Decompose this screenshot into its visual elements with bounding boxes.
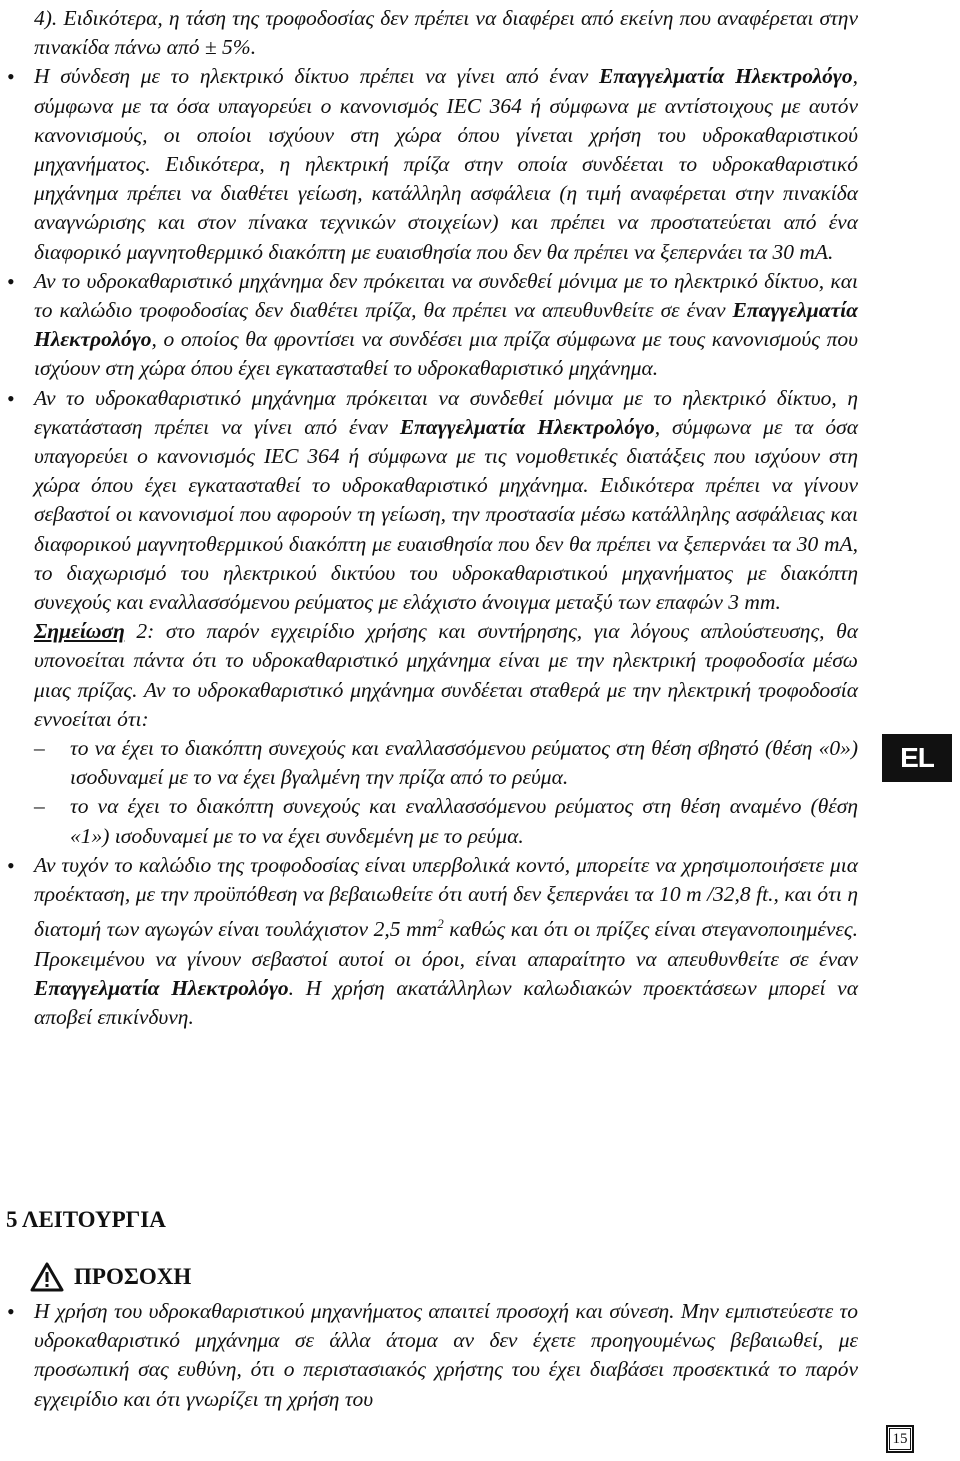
note-label: Σημείωση bbox=[34, 619, 125, 644]
text-run: . Η χρήση ακατάλληλων καλωδιακών προεκτάσεων μπορεί να αποβεί επικίνδυνη. bbox=[34, 975, 858, 1030]
emphasis-text: Επαγγελματία Ηλεκτρολόγο bbox=[34, 975, 289, 1000]
text-run: καθώς και ότι οι πρίζες είναι στεγανοποιημένες. Προκειμένου να γίνουν σεβαστοί αυτοί οι όροι, είναι απαραίτητο να απευθυνθείτε σε έναν bbox=[34, 917, 858, 971]
section-heading: 5 ΛΕΙΤΟΥΡΓΙΑ bbox=[6, 1207, 166, 1232]
text-run: Αν τυχόν το καλώδιο της τροφοδοσίας είναι υπερβολικά κοντό, μπορείτε να χρησιμοποιήσετε μια προέκταση, με την προϋπόθεση να βεβαιωθείτε ότι αυτή δεν ξεπερνάει τα 10 m /32,8 ft., και ότι η διατομή των αγωγών είναι τουλάχιστον 2,5 mm bbox=[34, 852, 858, 942]
warning-triangle-icon bbox=[30, 1262, 64, 1292]
text-run: 4). Ειδικότερα, η τάση της τροφοδοσίας δεν πρέπει να διαφέρει από εκείνη που αναφέρεται στην πινακίδα πάνω από ± 5%. bbox=[34, 6, 858, 60]
text-run: 2 bbox=[437, 916, 444, 932]
text-run: το να έχει το διακόπτη συνεχούς και εναλλασσόμενου ρεύματος στη θέση σβηστό (θέση «0») ισοδυναμεί με το να έχει βγαλμένη την πρίζα από το ρεύμα. bbox=[70, 736, 858, 790]
warning-heading bbox=[30, 1262, 191, 1292]
text-run: το να έχει το διακόπτη συνεχούς και εναλλασσόμενου ρεύματος στη θέση αναμένο (θέση «1») ισοδυναμεί με το να έχει συνδεμένη με το ρεύμα. bbox=[70, 794, 858, 848]
body-text-top bbox=[34, 4, 858, 1032]
language-tab: EL bbox=[882, 734, 952, 782]
bullet-paragraph bbox=[34, 384, 858, 618]
dash-item bbox=[34, 792, 858, 850]
text-run: Αν το υδροκαθαριστικό μηχάνημα δεν πρόκειται να συνδεθεί μόνιμα με το ηλεκτρικό δίκτυο, και το καλώδιο τροφοδοσίας δεν διαθέτει πρίζα, θα πρέπει να απευθυνθείτε σε έναν bbox=[34, 268, 858, 323]
text-run: , σύμφωνα με τα όσα υπαγορεύει ο κανονισμός IEC 364 ή σύμφωνα με τις νομοθετικές διατάξεις που ισχύουν στη χώρα όπου έχει εγκατασταθεί το υδροκαθαριστικό μηχάνημα. Ειδικότερα πρέπει να γίνουν σεβαστοί οι κανονισμοί που αφορούν τη γείωση, την προστασία μέσω κατάλληλης ασφάλειας και διαφορικού μαγνητοθερμικού διακόπτη με ευαισθησία που δεν θα πρέπει να ξεπερνάει τα 30 mA, το διαχωρισμό του ηλεκτρικού δικτύου του υδροκαθαριστικού μηχανήματος με διακόπτη συνεχούς και εναλλασσόμενου ρεύματος με ελάχιστο άνοιγμα μεταξύ των επαφών 3 mm. bbox=[34, 414, 858, 615]
emphasis-text: Επαγγελματία Ηλεκτρολόγο bbox=[399, 414, 655, 439]
bullet-paragraph bbox=[34, 62, 858, 266]
text-run: Η χρήση του υδροκαθαριστικού μηχανήματος απαιτεί προσοχή και σύνεση. Μην εμπιστεύεστε το υδροκαθαριστικό μηχάνημα σε άλλα άτομα αν δεν έχετε προηγουμένως βεβαιωθεί, με προσωπική σας ευθύνη, ότι ο περιστασιακός χρήστης του έχει διαβάσει προσεκτικά το παρόν εγχειρίδιο και ότι γνωρίζει τη χρήση του bbox=[34, 1299, 858, 1411]
page-number: 15 bbox=[889, 1428, 911, 1450]
text-run: , ο οποίος θα φροντίσει να συνδέσει μια πρίζα σύμφωνα με τους κανονισμούς που ισχύουν στη χώρα όπου έχει εγκατασταθεί το υδροκαθαριστικό μηχάνημα. bbox=[34, 327, 858, 381]
text-run: Αν το υδροκαθαριστικό μηχάνημα πρόκειται να συνδεθεί μόνιμα με το ηλεκτρικό δίκτυο, η εγκατάσταση πρέπει να γίνει από έναν bbox=[34, 385, 858, 439]
dash-item bbox=[34, 734, 858, 792]
emphasis-text: Επαγγελματία Ηλεκτρολόγο bbox=[34, 298, 858, 352]
emphasis-text: Επαγγελματία Ηλεκτρολόγο bbox=[598, 64, 853, 89]
paragraph bbox=[34, 4, 858, 62]
note-paragraph bbox=[34, 617, 858, 734]
body-text-bottom bbox=[34, 1293, 858, 1435]
text-run: 2: στο παρόν εγχειρίδιο χρήσης και συντήρησης, για λόγους απλούστευσης, θα υπονοείται πάντα ότι το υδροκαθαριστικό μηχάνημα είναι με την ηλεκτρική τροφοδοσία μέσω μιας πρίζας. Αν το υδροκαθαριστικό μηχάνημα συνδέεται σταθερά με την ηλεκτρική τροφοδοσία εννοείται ότι: bbox=[34, 619, 858, 731]
warning-label: ΠΡΟΣΟΧΗ bbox=[74, 1264, 192, 1289]
page-number-box bbox=[886, 1425, 914, 1453]
bullet-paragraph bbox=[34, 1297, 858, 1414]
text-run: , σύμφωνα με τα όσα υπαγορεύει ο κανονισμός IEC 364 ή σύμφωνα με αντίστοιχους με αυτόν κανονισμούς, οι οποίοι ισχύουν στη χώρα όπου γίνεται χρήση του υδροκαθαριστικού μηχανήματος. Ειδικότερα, η ηλεκτρική πρίζα στην οποία συνδέεται το υδροκαθαριστικό μηχάνημα πρέπει να διαθέτει γείωση, κατάλληλη ασφάλεια (η τιμή αναφέρεται στην πινακίδα αναγνώρισης και στον πίνακα τεχνικών στοιχείων) και πρέπει να προστατεύεται από ένα διαφορικό μαγνητοθερμικό διακόπτη με ευαισθησία που δεν θα πρέπει να ξεπερνάει τα 30 mA. bbox=[34, 64, 858, 264]
text-run: Η σύνδεση με το ηλεκτρικό δίκτυο πρέπει να γίνει από έναν bbox=[34, 64, 599, 89]
bullet-paragraph bbox=[34, 267, 858, 384]
bullet-paragraph bbox=[34, 851, 858, 1032]
